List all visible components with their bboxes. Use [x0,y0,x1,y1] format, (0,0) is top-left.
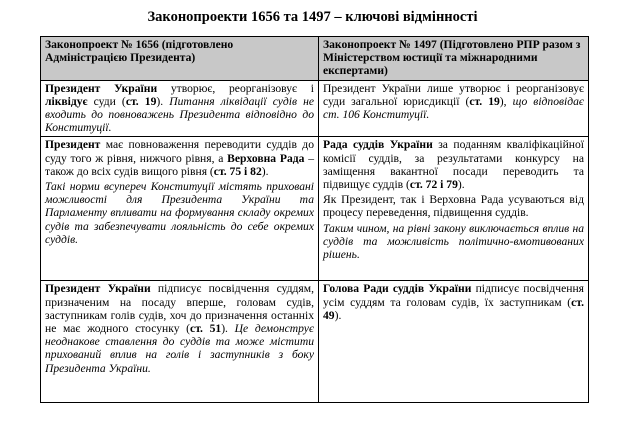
text-run: Голова Ради суддів України [323,282,472,296]
cell-1497-courts-creation [319,80,589,137]
cell-paragraph [45,282,314,374]
text-run: ст. 49 [323,295,584,322]
table-header-row [41,37,589,81]
cell-1497-certificates [319,281,589,403]
text-run: Питання ліквідації судів не входить до повноважень Президента відповідно до Конституції. [45,94,315,135]
header-bill-1656: Законопроект № 1656 (підготовлено Адміністрацією Президента) [41,37,319,81]
text-run: підписує посвідчення суддям, призначеним на посаду вперше, головам судів, заступникам голів судів, хоч до призначення останніх не має жодного стосунку ( [45,282,314,336]
text-run: утворює, реорганізовує і [157,81,314,95]
text-run: що відповідає ст. 106 Конституції. [323,94,584,122]
cell-1656-judge-transfer [41,137,319,281]
text-run: суди ( [87,94,126,108]
cell-paragraph [323,282,584,322]
text-run: Президент [45,138,101,152]
text-run: за поданням кваліфікаційної комісії суддів, за результатами конкурсу на заміщення вакантної посади переводить та підвищує суддів ( [323,138,585,192]
text-run: Президент України [45,282,151,296]
text-run: Верховна Рада [227,151,305,165]
text-run: Таким чином, на рівні закону виключається вплив на суддів та можливість політично-вмотивованих рішень. [323,221,584,262]
cell-paragraph [45,138,314,178]
text-run: – також до всіх судів вищого рівня ( [45,151,314,178]
cell-paragraph [323,82,584,122]
text-run: ст. 19 [469,94,500,108]
text-run: Президент України [45,81,158,95]
header-bill-1497: Законопроект № 1497 (Підготовлено РПР разом з Міністерством юстиції та міжнародними експертами) [319,37,589,81]
page-title: Законопроекти 1656 та 1497 – ключові відмінності [147,9,478,25]
text-run: ліквідує [45,94,88,108]
cell-1497-judge-transfer [319,137,589,281]
text-run: ). [334,308,342,322]
text-run: Президент України лише утворює і реорганізовує суди загальної юрисдикції ( [323,81,584,108]
cell-1656-certificates [41,281,319,403]
text-run: Як Президент, так і Верховна Рада усуваються від процесу переведення, підвищення суддів. [323,193,584,220]
text-run: підписує посвідчення усім суддям та головам судів, їх заступникам ( [323,282,585,309]
text-run: ст. 51 [190,322,222,336]
text-run: Рада суддів України [323,138,433,152]
text-run: ст. 75 і 82 [213,164,262,178]
text-run: ). [457,178,465,192]
text-run: ). [156,94,170,108]
comparison-table [40,36,589,403]
text-run: Такі норми всупереч Конституції містять приховані можливості для Президента України та Парламенту впливати на формування складу окремих судів та забезпечувати лояльність до себе окремих суддів. [45,180,314,246]
cell-paragraph [323,222,584,262]
table-row [41,281,589,403]
text-run: має повноваження переводити суддів до суду того ж рівня, нижчого рівня, а [45,138,314,165]
cell-paragraph [323,193,584,219]
table-row [41,137,589,281]
cell-1656-courts-creation [41,80,319,137]
cell-paragraph [323,138,584,191]
text-run: ). [261,164,269,178]
cell-paragraph [45,82,314,135]
text-run: ст. 19 [125,94,157,108]
cell-paragraph [45,180,314,246]
text-run: ). [221,322,235,336]
text-run: ), [499,94,513,108]
text-run: Це демонструє неоднакове ставлення до суддів та може містити прихований вплив на голів і заступників з боку Президента України. [45,322,314,375]
text-run: ст. 72 і 79 [409,178,458,192]
table-row [41,80,589,137]
